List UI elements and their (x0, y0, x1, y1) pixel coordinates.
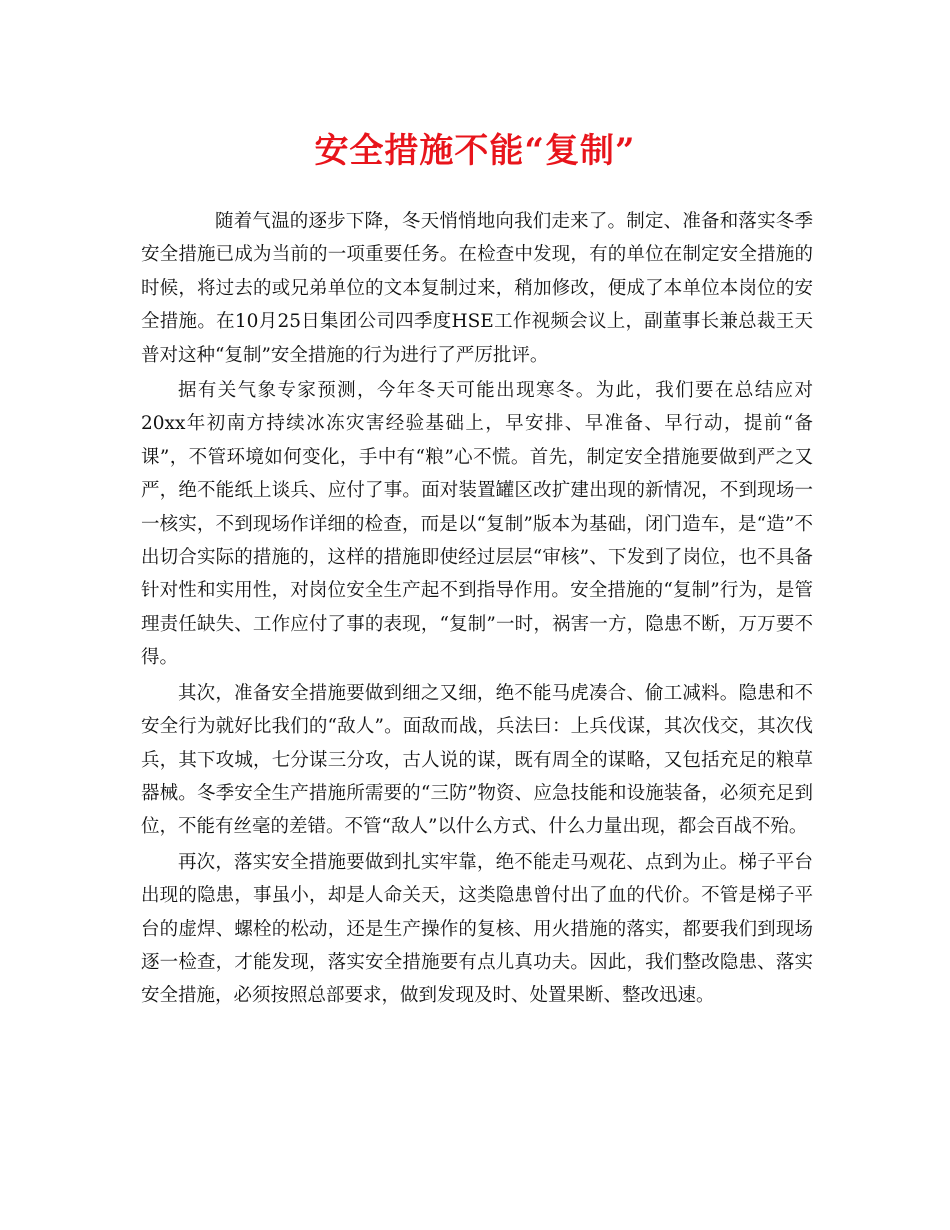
paragraph-4: 再次，落实安全措施要做到扎实牢靠，绝不能走马观花、点到为止。梯子平台出现的隐患，事虽小，却是人命关天，这类隐患曾付出了血的代价。不管是梯子平台的虚焊、螺栓的松动，还是生产操作的复核、用火措施的落实，都要我们到现场逐一检查，才能发现，落实安全措施要有点儿真功夫。因此，我们整改隐患、落实安全措施，必须按照总部要求，做到发现及时、处置果断、整改迅速。 (141, 851, 813, 1007)
paragraph-3: 其次，准备安全措施要做到细之又细，绝不能马虎凑合、偷工减料。隐患和不安全行为就好比我们的“敌人”。面敌而战，兵法曰：上兵伐谋，其次伐交，其次伐兵，其下攻城，七分谋三分攻，古人说的谋，既有周全的谋略，又包括充足的粮草器械。冬季安全生产措施所需要的“三防”物资、应急技能和设施装备，必须充足到位，不能有丝毫的差错。不管“敌人”以什么方式、什么力量出现，都会百战不殆。 (141, 682, 813, 838)
paragraph-1: 随着气温的逐步下降，冬天悄悄地向我们走来了。制定、准备和落实冬季安全措施已成为当前的一项重要任务。在检查中发现，有的单位在制定安全措施的时候，将过去的或兄弟单位的文本复制过来，稍加修改，便成了本单位本岗位的安全措施。在10月25日集团公司四季度HSE工作视频会议上，副董事长兼总裁王天普对这种“复制”安全措施的行为进行了严厉批评。 (141, 211, 813, 366)
paragraph-2: 据有关气象专家预测，今年冬天可能出现寒冬。为此，我们要在总结应对20xx年初南方持续冰冻灾害经验基础上，早安排、早准备、早行动，提前“备课”，不管环境如何变化，手中有“粮”心不慌。首先，制定安全措施要做到严之又严，绝不能纸上谈兵、应付了事。面对装置罐区改扩建出现的新情况，不到现场一一核实，不到现场作详细的检查，而是以“复制”版本为基础，闭门造车，是“造”不出切合实际的措施的，这样的措施即使经过层层“审核”、下发到了岗位，也不具备针对性和实用性，对岗位安全生产起不到指导作用。安全措施的“复制”行为，是管理责任缺失、工作应付了事的表现，“复制”一时，祸害一方，隐患不断，万万要不得。 (141, 380, 813, 669)
document-title: 安全措施不能“复制” (314, 131, 636, 171)
document-body (141, 205, 813, 1015)
